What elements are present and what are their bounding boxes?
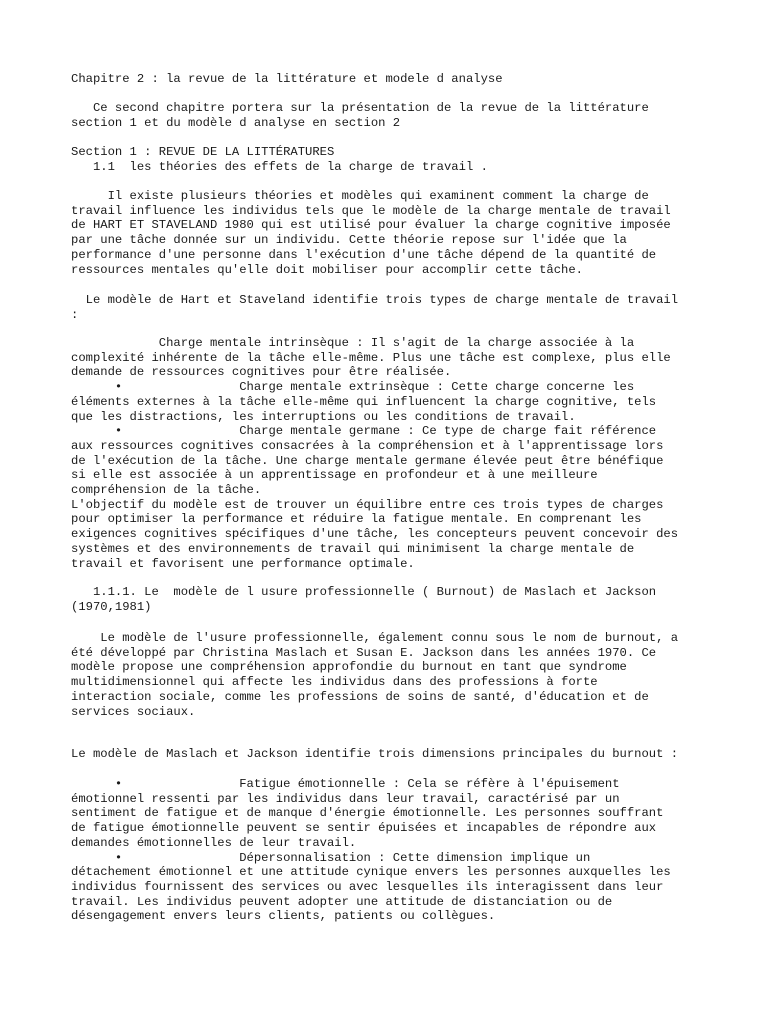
- chapter-title: Chapitre 2 : la revue de la littérature et modele d analyse: [71, 72, 503, 86]
- charge-types-list: Charge mentale intrinsèque : Il s'agit de la charge associée à la complexité inhérente de la tâche elle-même. Plus une tâche est complexe, plus elle demande de ressources cognitives pour être réalisée. • Charge mentale extrinsèque : Cette charge concerne les éléments externes à la tâche elle-même qui influencent la charge cognitive, tels que les distractions, les interruptions ou les conditions de travail. • Charge mentale germane : Ce type de charge fait référence aux ressources cognitives consacrées à la compréhension et à l'apprentissage lors de l'exécution de la tâche. Une charge mentale germane élevée peut être bénéfique si elle est associée à un apprentissage en profondeur et à une meilleure compréhension de la tâche. L'objectif du modèle est de trouver un équilibre entre ces trois types de charges pour optimiser la performance et réduire la fatigue mentale. En comprenant les exigences cognitives spécifiques d'une tâche, les concepteurs peuvent concevoir des systèmes et des environnements de travail qui minimisent la charge mentale de travail et favorisent une performance optimale.: [71, 336, 679, 571]
- burnout-paragraph: Le modèle de l'usure professionnelle, également connu sous le nom de burnout, a été développé par Christina Maslach et Susan E. Jackson dans les années 1970. Ce modèle propose une compréhension approfondie du burnout en tant que syndrome multidimensionnel qui affecte les individus dans des professions à forte interaction sociale, comme les professions de soins de santé, d'éducation et de services sociaux.: [71, 631, 679, 719]
- section-heading: Section 1 : REVUE DE LA LITTÉRATURES: [71, 145, 335, 159]
- maslach-intro-paragraph: Le modèle de Maslach et Jackson identifie trois dimensions principales du burnout :: [71, 747, 679, 761]
- burnout-dimensions-list: • Fatigue émotionnelle : Cela se réfère à l'épuisement émotionnel ressenti par les individus dans leur travail, caractérisé par un sentiment de fatigue et de manque d'énergie émotionnelle. Les personnes souffrant de fatigue émotionnelle peuvent se sentir épuisées et incapables de répondre aux demandes émotionnelles de leur travail. • Dépersonnalisation : Cette dimension implique un détachement émotionnel et une attitude cynique envers les personnes auxquelles les individus fournissent des services ou avec lesquelles ils interagissent dans leur travail. Les individus peuvent adopter une attitude de distanciation ou de désengagement envers leurs clients, patients ou collègues.: [71, 777, 671, 924]
- hart-intro-paragraph: Le modèle de Hart et Staveland identifie trois types de charge mentale de travail :: [71, 293, 679, 322]
- theories-paragraph: Il existe plusieurs théories et modèles qui examinent comment la charge de travail influence les individus tels que le modèle de la charge mentale de travail de HART ET STAVELAND 1980 qui est utilisé pour évaluer la charge cognitive imposée par une tâche donnée sur un individu. Cette théorie repose sur l'idée que la performance d'une personne dans l'exécution d'une tâche dépend de la quantité de ressources mentales qu'elle doit mobiliser pour accomplir cette tâche.: [71, 189, 671, 277]
- intro-paragraph: Ce second chapitre portera sur la présentation de la revue de la littérature section 1 et du modèle d analyse en section 2: [71, 101, 649, 130]
- subsection-heading: 1.1 les théories des effets de la charge de travail .: [71, 160, 488, 174]
- subsection-heading-burnout: 1.1.1. Le modèle de l usure professionnelle ( Burnout) de Maslach et Jackson (1970,1981): [71, 585, 657, 614]
